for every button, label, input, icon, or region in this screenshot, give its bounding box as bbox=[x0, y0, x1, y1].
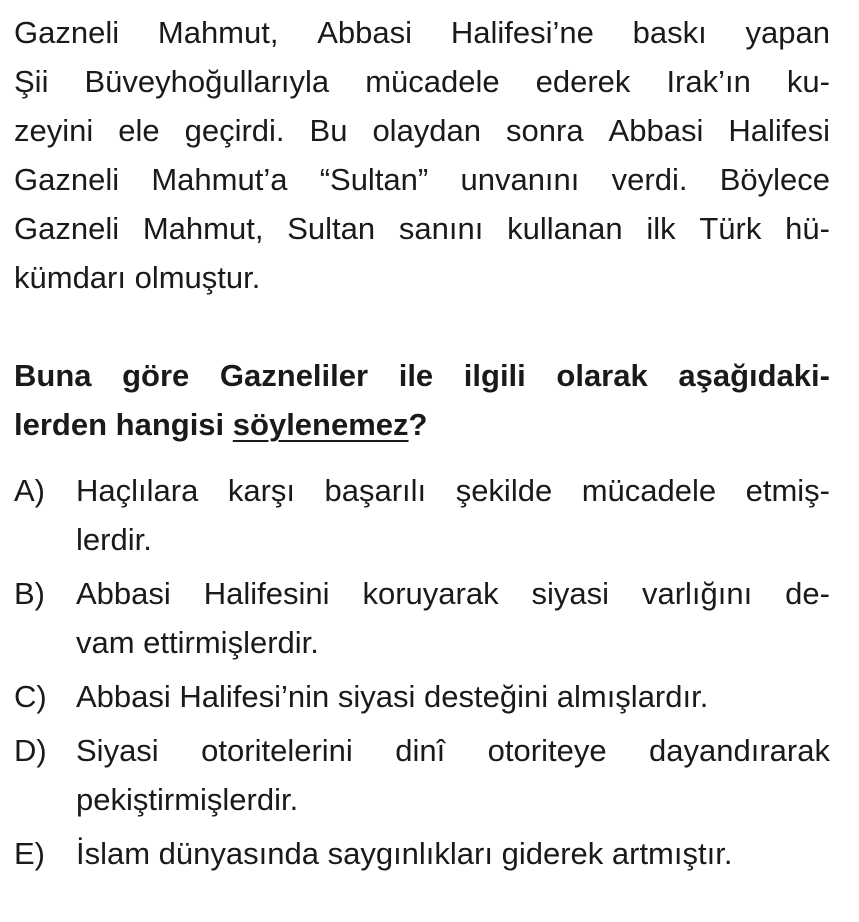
word: baskı bbox=[632, 15, 707, 50]
word: yapan bbox=[745, 15, 830, 50]
word: Irak’ın bbox=[666, 64, 751, 99]
question-stem bbox=[14, 351, 830, 449]
option-c[interactable] bbox=[14, 672, 830, 721]
passage-line-2 bbox=[14, 57, 830, 106]
word: olaydan bbox=[372, 113, 482, 148]
word: sonra bbox=[506, 113, 584, 148]
passage-line-6 bbox=[14, 253, 830, 302]
word: Halifesi bbox=[728, 113, 830, 148]
question-page bbox=[14, 8, 830, 883]
question-prefix: lerden hangisi bbox=[14, 407, 233, 442]
question-mark: ? bbox=[408, 407, 428, 442]
word: Sultan bbox=[287, 211, 376, 246]
word: Şii bbox=[14, 64, 49, 99]
word: Halifesini bbox=[203, 576, 330, 611]
word: mücadele bbox=[581, 473, 717, 508]
option-text-line-2: lerdir. bbox=[76, 522, 152, 557]
word: Mahmut’a bbox=[151, 162, 288, 197]
underlined-keyword: söylenemez bbox=[232, 407, 409, 442]
word: de- bbox=[785, 576, 830, 611]
option-text-line-1: Abbasi Halifesi’nin siyasi desteğini almışlardır. bbox=[76, 679, 709, 714]
word: Siyasi bbox=[76, 733, 159, 768]
word: kullanan bbox=[507, 211, 623, 246]
word: etmiş- bbox=[745, 473, 830, 508]
word: ele bbox=[118, 113, 160, 148]
word: başarılı bbox=[324, 473, 427, 508]
passage-line-3 bbox=[14, 106, 830, 155]
word: Buna bbox=[14, 358, 92, 393]
word: otoriteye bbox=[487, 733, 607, 768]
word: ilgili bbox=[463, 358, 526, 393]
answer-options bbox=[14, 466, 830, 878]
word: Mahmut, bbox=[157, 15, 279, 50]
option-letter: D) bbox=[14, 733, 47, 768]
option-text-line-2: vam ettirmişlerdir. bbox=[76, 625, 319, 660]
word: mücadele bbox=[365, 64, 500, 99]
option-letter: B) bbox=[14, 576, 45, 611]
option-letter: C) bbox=[14, 679, 47, 714]
word: Bu bbox=[309, 113, 348, 148]
word: hü- bbox=[785, 211, 830, 246]
word: verdi. bbox=[611, 162, 688, 197]
option-text-line-1 bbox=[76, 569, 830, 618]
word: Türk bbox=[699, 211, 762, 246]
option-text-line-1 bbox=[76, 466, 830, 515]
option-text-line-1 bbox=[76, 726, 830, 775]
word: kümdarı olmuştur. bbox=[14, 260, 261, 295]
word: Gazneli bbox=[14, 15, 120, 50]
word: Abbasi bbox=[608, 113, 704, 148]
option-text-line-1: İslam dünyasında saygınlıkları giderek artmıştır. bbox=[76, 836, 733, 871]
word: geçirdi. bbox=[184, 113, 285, 148]
word: Haçlılara bbox=[76, 473, 199, 508]
word: ilk bbox=[646, 211, 676, 246]
word: Gazneli bbox=[14, 162, 120, 197]
word: Gazneliler bbox=[219, 358, 369, 393]
option-d[interactable] bbox=[14, 726, 830, 824]
word: Gazneli bbox=[14, 211, 120, 246]
word: siyasi bbox=[531, 576, 610, 611]
word: Abbasi bbox=[76, 576, 171, 611]
question-line-2 bbox=[14, 400, 830, 449]
passage-line-5 bbox=[14, 204, 830, 253]
option-letter: E) bbox=[14, 836, 45, 871]
word: unvanını bbox=[460, 162, 580, 197]
word: Büveyhoğullarıyla bbox=[84, 64, 330, 99]
word: Halifesi’ne bbox=[450, 15, 594, 50]
word: ile bbox=[398, 358, 434, 393]
option-letter: A) bbox=[14, 473, 45, 508]
word: Abbasi bbox=[317, 15, 413, 50]
option-a[interactable] bbox=[14, 466, 830, 564]
word: ederek bbox=[535, 64, 631, 99]
word: karşı bbox=[227, 473, 296, 508]
word: sanını bbox=[398, 211, 484, 246]
option-b[interactable] bbox=[14, 569, 830, 667]
word: Mahmut, bbox=[142, 211, 264, 246]
passage-line-1 bbox=[14, 8, 830, 57]
word: göre bbox=[122, 358, 190, 393]
option-text-line-2: pekiştirmişlerdir. bbox=[76, 782, 299, 817]
passage-line-4 bbox=[14, 155, 830, 204]
word: dayandırarak bbox=[649, 733, 830, 768]
word: varlığını bbox=[641, 576, 753, 611]
word: ku- bbox=[786, 64, 830, 99]
passage bbox=[14, 8, 830, 302]
word: aşağıdaki- bbox=[678, 358, 830, 393]
word: Böylece bbox=[719, 162, 830, 197]
word: otoritelerini bbox=[201, 733, 353, 768]
word: “Sultan” bbox=[319, 162, 429, 197]
word: olarak bbox=[556, 358, 648, 393]
word: şekilde bbox=[455, 473, 553, 508]
question-line-1 bbox=[14, 351, 830, 400]
word: koruyarak bbox=[362, 576, 499, 611]
option-e[interactable] bbox=[14, 829, 830, 878]
word: zeyini bbox=[14, 113, 94, 148]
word: dinî bbox=[395, 733, 446, 768]
